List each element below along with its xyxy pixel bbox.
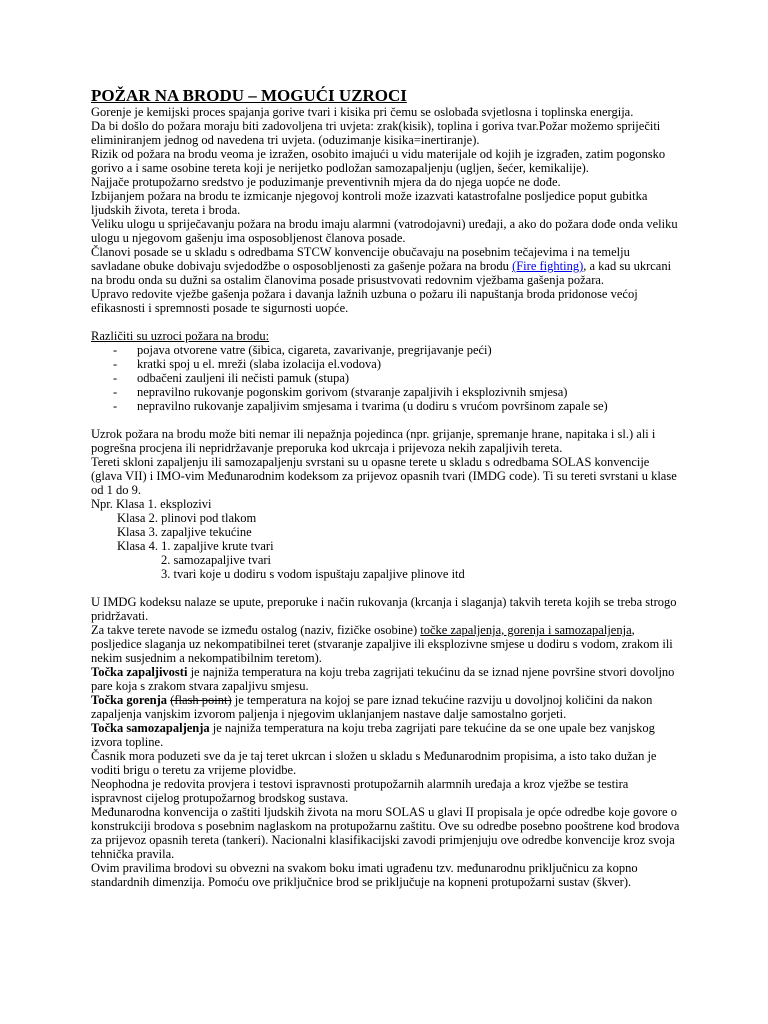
list-item [91, 399, 681, 413]
paragraph-points [91, 623, 681, 665]
list-item-text: pojava otvorene vatre (šibica, cigareta, zavarivanje, pregrijavanje peći) [137, 343, 492, 357]
list-item-text: kratki spoj u el. mreži (slaba izolacija el.vodova) [137, 357, 382, 371]
class-line: Klasa 3. zapaljive tekućine [117, 525, 252, 539]
fire-fighting-link[interactable]: (Fire fighting) [512, 259, 584, 273]
points-text-after: , posljedice slaganja uz nekompatibilnei teret (stvaranje zapaljive ili eksplozivne smjese u dodiru s vodom, zrakom ili nekim susjednim a nekompatibilnim teretom). [91, 623, 673, 665]
spacer [91, 413, 681, 427]
paragraph-imdg: U IMDG kodeksu nalaze se upute, preporuke i način rukovanja (krcanja i slaganja) takvih tereta kojih se treba strogo pridržavati. [91, 595, 677, 623]
class-line: Npr. Klasa 1. eksplozivi [91, 497, 212, 511]
term-autoignition: Točka samozapaljenja [91, 721, 210, 735]
paragraph-human-error: Uzrok požara na brodu može biti nemar ili nepažnja pojedinca (npr. grijanje, spremanje hrane, napitaka i sl.) ali i pogrešna procjena ili nepridržavanje preporuka kod ukrcaja i prijevoza nekih zapaljivih tereta. [91, 427, 656, 455]
paragraph-crew-training [91, 245, 681, 287]
causes-list [91, 343, 681, 413]
struck-through-text: (flash point) [170, 693, 232, 707]
class-line: Klasa 2. plinovi pod tlakom [117, 511, 257, 525]
paragraph-alarms: Veliku ulogu u spriječavanju požara na brodu imaju alarmni (vatrodojavni) uređaji, a ako do požara dođe onda veliku ulogu u njegovom gašenju ima osposobljenost članova posade. [91, 217, 678, 245]
points-text-before: Za takve terete navode se između ostalog (naziv, fizičke osobine) [91, 623, 421, 637]
spacer [91, 315, 681, 329]
paragraph-solas: Međunarodna konvencija o zaštiti ljudskih života na moru SOLAS u glavi II propisala je opće odredbe koje govore o konstrukciji brodova s posebnim naglaskom na protupožarnu zaštitu. Ove su odredbe posebno pooštrene kod brodova za prijevoz opasnih tereta (tankeri). Nacionalni klasifikacijski zavodi primjenjuju ove odredbe konvencije kroz svoja tehnička pravila. [91, 805, 680, 861]
list-dash: - [113, 385, 118, 399]
definition-text: je temperatura na kojoj se pare iznad tekućine razviju u dovoljnoj količini da nakon zapaljenja vanjskim izvorom paljenja i njegovim uklanjanjem nastave dalje samostalno gorjeti. [91, 693, 653, 721]
paragraph-checks: Neophodna je redovita provjera i testovi ispravnosti protupožarnih alarmnih uređaja a kroz vježbe se testira ispravnost cijelog protupožarnog brodskog sustava. [91, 777, 629, 805]
paragraph-dangerous-cargo: Tereti skloni zapaljenju ili samozapaljenju svrstani su u opasne terete u skladu s odredbama SOLAS konvencije (glava VII) i IMO-vim Međunarodnim kodeksom za prijevoz opasnih tvari (IMDG code). Ti su tereti svrstani u klase od 1 do 9. [91, 455, 677, 497]
crew-text-after: , a kad su ukrcani na brodu onda su dužni sa ostalim članovima posade prisustvovati redovnim vježbama gašenja požara. [91, 259, 672, 287]
list-item [91, 357, 681, 371]
list-dash: - [113, 343, 118, 357]
paragraph-autoignition [91, 721, 681, 749]
term-fire-point: Točka gorenja [91, 693, 168, 707]
list-item [91, 371, 681, 385]
paragraph-flash-point [91, 665, 681, 693]
class-line: Klasa 4. 1. zapaljive krute tvari [117, 539, 274, 553]
list-item [91, 343, 681, 357]
definition-text: je najniža temperatura na koju treba zagrijati tekućinu da se iznad njene površine stvori dovoljno pare koja s zrakom stvara zapaljivu smjesu. [91, 665, 675, 693]
spacer [91, 581, 681, 595]
crew-text-before: Članovi posade se u skladu s odredbama STCW konvencije obučavaju na posebnim tečajevima i na temelju savladane obuke dobivaju svjedodžbe o osposobljenosti za gašenje požara na brodu [91, 245, 630, 273]
paragraph-drills: Upravo redovite vježbe gašenja požara i davanja lažnih uzbuna o požaru ili napuštanja broda pridonose većoj efikasnosti i spremnosti posade te sigurnosti uopće. [91, 287, 638, 315]
paragraph-conditions: Da bi došlo do požara moraju biti zadovoljena tri uvjeta: zrak(kisik), toplina i goriva tvar.Požar možemo spriječiti eliminiranjem jednog od navedena tri uvjeta. (oduzimanje kisika=inertiranje). [91, 119, 661, 147]
definition-text: je najniža temperatura na koju treba zagrijati pare tekućine da se one upale bez vanjskog izvora topline. [91, 721, 655, 749]
list-item-text: odbačeni zauljeni ili nečisti pamuk (stupa) [137, 371, 350, 385]
list-item [91, 385, 681, 399]
list-dash: - [113, 357, 118, 371]
paragraph-fire-point [91, 693, 681, 721]
list-item-text: nepravilno rukovanje pogonskim gorivom (stvaranje zapaljivih i eksplozivnih smjesa) [137, 385, 568, 399]
paragraph-officer: Časnik mora poduzeti sve da je taj teret ukrcan i složen u skladu s Međunarodnim propisima, a isto tako dužan je voditi brigu o teretu za vrijeme plovidbe. [91, 749, 657, 777]
class-subline: 3. tvari koje u dodiru s vodom ispuštaju zapaljive plinove itd [161, 567, 465, 581]
paragraph-consequences: Izbijanjem požara na brodu te izmicanje njegovoj kontroli može izazvati katastrofalne posljedice poput gubitka ljudskih života, tereta i broda. [91, 189, 648, 217]
causes-heading: Različiti su uzroci požara na brodu: [91, 329, 270, 343]
paragraph-prevention: Najjače protupožarno sredstvo je poduzimanje preventivnih mjera da do njega uopće ne dođe. [91, 175, 561, 189]
paragraph-combustion: Gorenje je kemijski proces spajanja gorive tvari i kisika pri čemu se oslobađa svjetlosna i toplinska energija. [91, 105, 634, 119]
term-flash-point: Točka zapaljivosti [91, 665, 188, 679]
list-dash: - [113, 371, 118, 385]
list-dash: - [113, 399, 118, 413]
class-subline: 2. samozapaljive tvari [161, 553, 272, 567]
list-item-text: nepravilno rukovanje zapaljivim smjesama i tvarima (u dodiru s vrućom površinom zapale se) [137, 399, 608, 413]
paragraph-connector: Ovim pravilima brodovi su obvezni na svakom boku imati ugrađenu tzv. međunarodnu priključnicu za kopno standardnih dimenzija. Pomoću ove priključnice brod se priključuje na kopneni protupožarni sustav (škver). [91, 861, 638, 889]
points-underlined: točke zapaljenja, gorenja i samozapaljenja [420, 623, 632, 637]
paragraph-risk: Rizik od požara na brodu veoma je izražen, osobito imajući u vidu materijale od kojih je izgrađen, zatim pogonsko gorivo a i same osobine tereta koji je nerijetko podložan samozapaljenju (ugljen, šećer, kemikalije). [91, 147, 666, 175]
document-title: POŽAR NA BRODU – MOGUĆI UZROCI [91, 86, 407, 105]
document-page [91, 86, 681, 889]
